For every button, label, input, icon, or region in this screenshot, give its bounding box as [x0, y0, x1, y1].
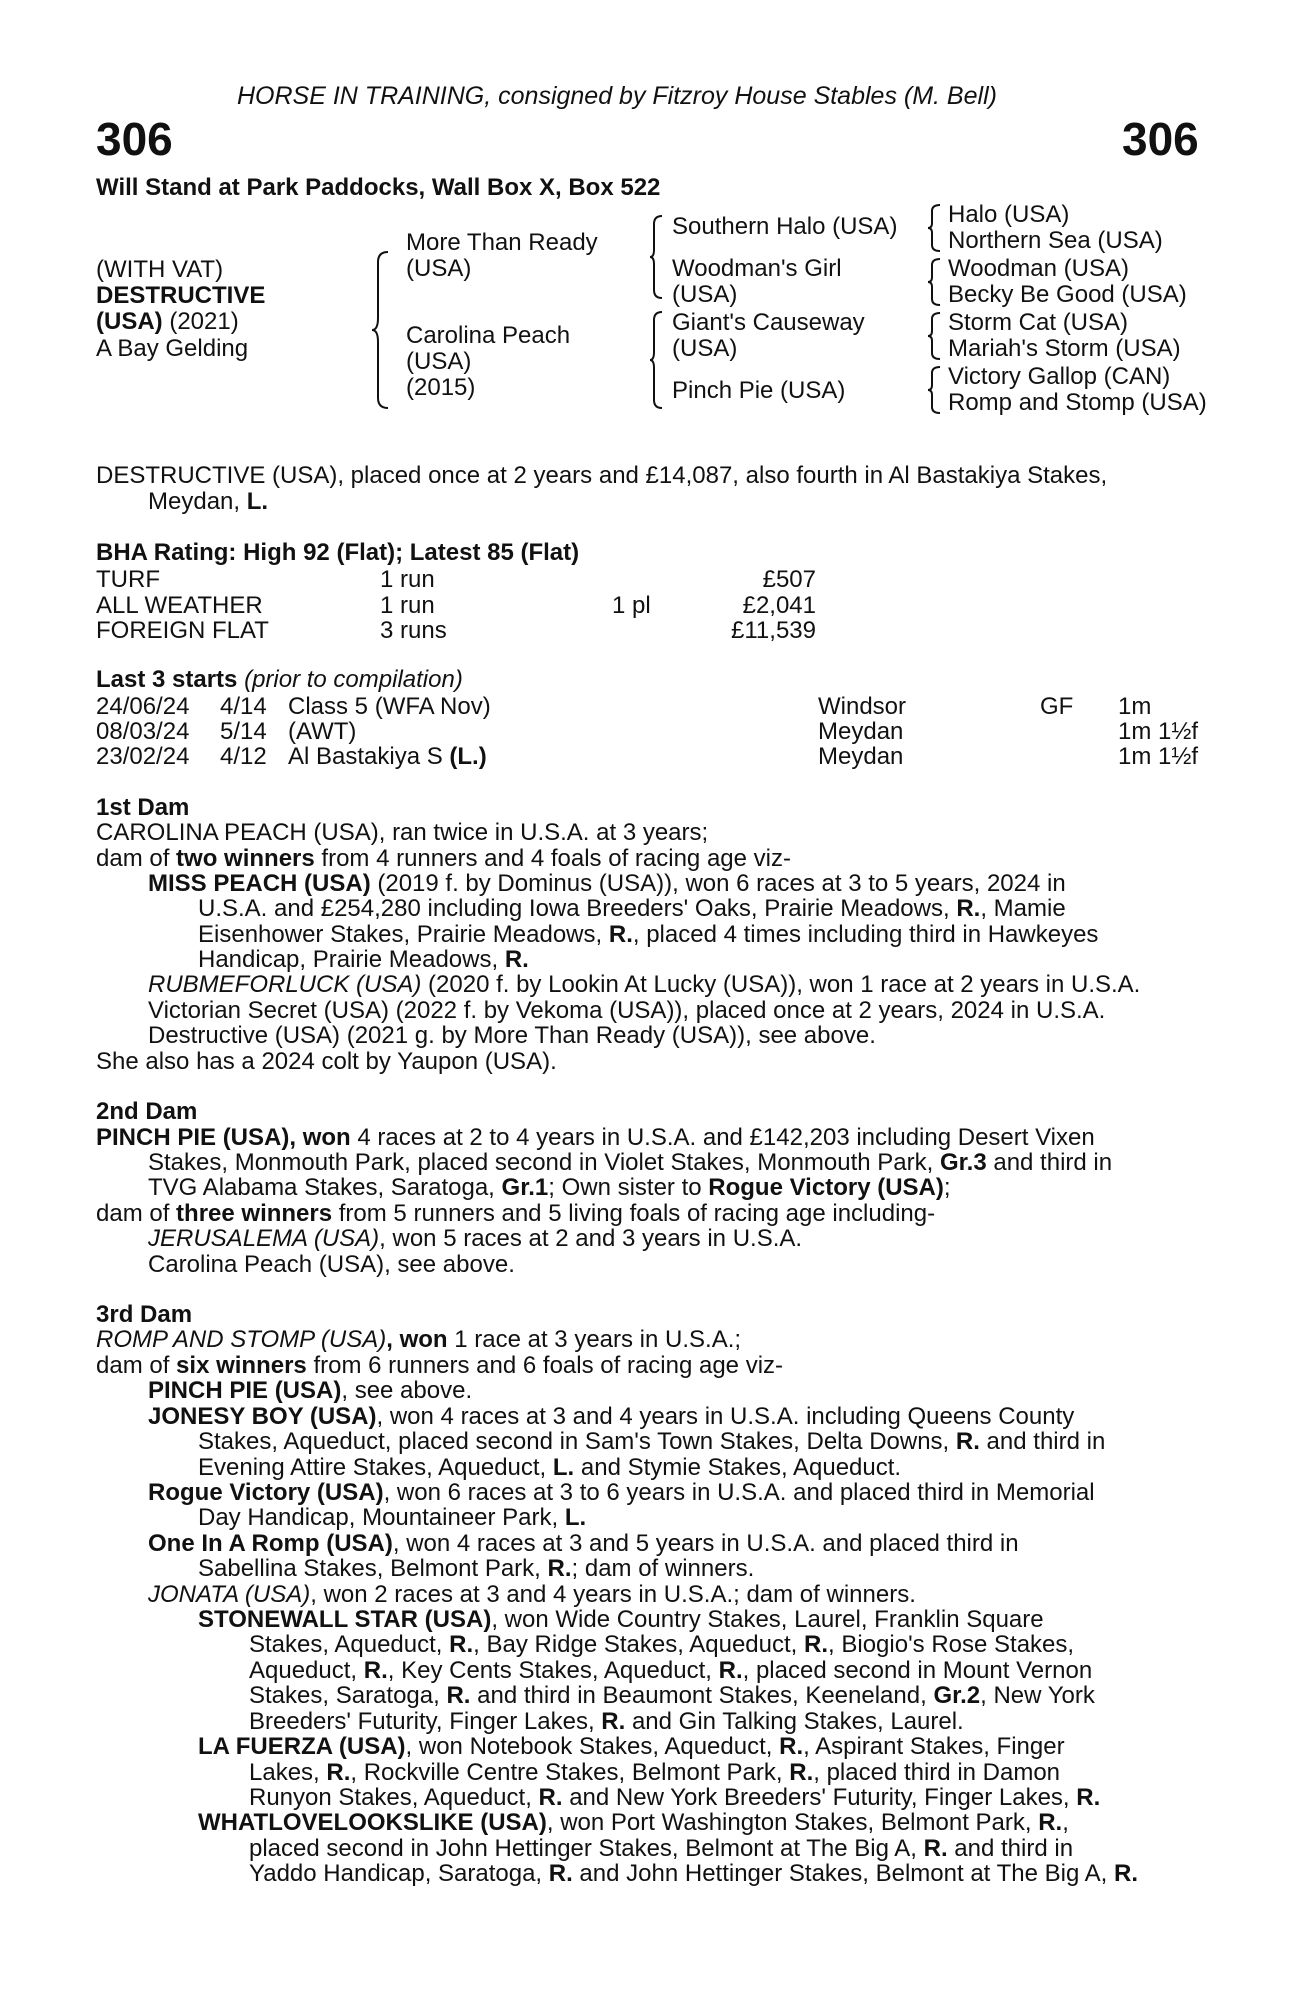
- produce-miss-peach: [148, 871, 1066, 897]
- race-grade: R.: [789, 1759, 814, 1786]
- race-grade: R.: [449, 1631, 474, 1658]
- text: and third in: [947, 1835, 1074, 1862]
- sire-name: More Than Ready: [406, 229, 598, 256]
- start-date: 23/02/24: [96, 743, 190, 770]
- first-dam-heading: 1st Dam: [96, 794, 190, 821]
- race-grade: R.: [326, 1759, 351, 1786]
- produce-jonata: [148, 1582, 916, 1608]
- text: Stakes, Aqueduct,: [249, 1631, 450, 1658]
- produce-name: JONATA (USA): [148, 1581, 311, 1608]
- start-date: 08/03/24: [96, 718, 190, 745]
- text: Evening Attire Stakes, Aqueduct,: [198, 1454, 553, 1481]
- start-track: Meydan: [818, 743, 904, 770]
- rating-prize: £2,041: [742, 592, 816, 619]
- race-grade: R.: [601, 1708, 626, 1735]
- text: , placed second in Mount Vernon: [742, 1657, 1093, 1684]
- race-grade: R.: [446, 1682, 471, 1709]
- pedigree-sds: Woodman (USA): [948, 255, 1129, 282]
- produce-stonewall-star-cont: [249, 1683, 1095, 1709]
- text: dam of: [96, 1352, 177, 1379]
- text: (2020 f. by Lookin At Lucky (USA)), won 1 race at 2 years in U.S.A.: [421, 971, 1141, 998]
- pedigree-ssd: Northern Sea (USA): [948, 227, 1163, 254]
- second-dam-heading: 2nd Dam: [96, 1098, 198, 1125]
- text: TVG Alabama Stakes, Saratoga,: [148, 1174, 502, 1201]
- text: and third in: [979, 1428, 1106, 1455]
- start-distance: 1m: [1118, 693, 1152, 720]
- dam-year: (2015): [406, 374, 476, 401]
- text: , Biogio's Rose Stakes,: [828, 1631, 1075, 1658]
- winners-count: six winners: [176, 1352, 307, 1379]
- start-date: 24/06/24: [96, 693, 190, 720]
- text: Stakes, Aqueduct, placed second in Sam's Town Stakes, Delta Downs,: [198, 1428, 956, 1455]
- produce-name: WHATLOVELOOKSLIKE (USA): [198, 1809, 547, 1836]
- race-grade: R.: [547, 1555, 572, 1582]
- produce-jerusalema: [148, 1226, 802, 1252]
- start-track: Meydan: [818, 718, 904, 745]
- first-dam-also: She also has a 2024 colt by Yaupon (USA).: [96, 1048, 557, 1075]
- produce-stonewall-star: [198, 1607, 1044, 1633]
- start-race: [288, 693, 491, 721]
- text: Yaddo Handicap, Saratoga,: [249, 1860, 549, 1887]
- produce-name: PINCH PIE (USA): [148, 1377, 342, 1404]
- race-grade: R.: [923, 1835, 948, 1862]
- produce-whatlovelookslike-cont: [249, 1836, 1073, 1862]
- pedigree-brace-dam-line: [648, 310, 664, 410]
- sire-dam-name: Woodman's Girl: [672, 255, 842, 282]
- pedigree-sire-dam: [672, 256, 842, 308]
- produce-miss-peach-cont: [198, 947, 529, 973]
- text: U.S.A. and £254,280 including Iowa Breeders' Oaks, Prairie Meadows,: [198, 895, 957, 922]
- start-race: [288, 743, 487, 771]
- produce-miss-peach-cont: [198, 922, 1098, 948]
- sire-dam-country: (USA): [672, 281, 738, 308]
- race-grade: Gr.1: [501, 1174, 549, 1201]
- race-grade: R.: [608, 921, 633, 948]
- vat-status: (WITH VAT): [96, 256, 224, 283]
- sibling-name: Rogue Victory (USA): [708, 1174, 944, 1201]
- text: , Aspirant Stakes, Finger: [803, 1733, 1065, 1760]
- text: , see above.: [341, 1377, 473, 1404]
- text: dam of: [96, 1200, 177, 1227]
- start-distance: 1m 1½f: [1118, 743, 1199, 770]
- race-grade: Gr.2: [933, 1682, 981, 1709]
- horse-origin: [96, 309, 239, 335]
- produce-la-fuerza: [198, 1734, 1065, 1760]
- produce-one-in-a-romp: [148, 1531, 1019, 1557]
- pedigree-dam-dam: Pinch Pie (USA): [672, 377, 846, 404]
- race-grade: R.: [538, 1784, 563, 1811]
- sire-country: (USA): [406, 255, 472, 282]
- produce-la-fuerza-cont: [249, 1785, 1100, 1811]
- rating-row: [96, 592, 263, 620]
- text: Lakes,: [249, 1759, 327, 1786]
- won-label: , won: [386, 1326, 448, 1353]
- second-dam-line-1: [96, 1125, 1095, 1151]
- dam-name: PINCH PIE (USA): [96, 1124, 290, 1151]
- rating-row: [96, 566, 160, 594]
- text: , won Notebook Stakes, Aqueduct,: [405, 1733, 780, 1760]
- dam-name: Carolina Peach: [406, 322, 571, 349]
- rating-prize: £507: [762, 566, 816, 593]
- brace-gen3-1: [926, 203, 942, 253]
- text: dam of: [96, 845, 177, 872]
- bha-rating-heading: BHA Rating: High 92 (Flat); Latest 85 (Flat): [96, 539, 580, 566]
- third-dam-heading: 3rd Dam: [96, 1301, 193, 1328]
- winners-count: three winners: [176, 1200, 333, 1227]
- text: , placed third in Damon: [813, 1759, 1061, 1786]
- dam-sire-name: Giant's Causeway: [672, 309, 865, 336]
- produce-stonewall-star-cont: [249, 1658, 1092, 1684]
- produce-stonewall-star-cont: [249, 1632, 1074, 1658]
- produce-rogue-victory: [148, 1480, 1095, 1506]
- rating-prize: £11,539: [731, 617, 816, 644]
- produce-whatlovelookslike: [198, 1810, 1069, 1836]
- text: and third in: [986, 1149, 1113, 1176]
- pedigree-sdd: Becky Be Good (USA): [948, 281, 1187, 308]
- text: and third in Beaumont Stakes, Keeneland,: [470, 1682, 934, 1709]
- dam-name: ROMP AND STOMP (USA): [96, 1326, 387, 1353]
- text: ; dam of winners.: [571, 1555, 755, 1582]
- produce-name: JERUSALEMA (USA): [148, 1225, 380, 1252]
- text: , won 2 races at 3 and 4 years in U.S.A.; dam of winners.: [310, 1581, 916, 1608]
- text: from 4 runners and 4 foals of racing age viz-: [314, 845, 791, 872]
- text: , Bay Ridge Stakes, Aqueduct,: [473, 1631, 805, 1658]
- rating-surface: FOREIGN FLAT: [96, 617, 269, 644]
- produce-one-in-a-romp-cont: [198, 1556, 754, 1582]
- pedigree-dds: Victory Gallop (CAN): [948, 363, 1171, 390]
- text: and John Hettinger Stakes, Belmont at The Big A,: [572, 1860, 1114, 1887]
- race-grade: R.: [548, 1860, 573, 1887]
- text: , won 4 races at 3 and 5 years in U.S.A. and placed third in: [392, 1530, 1019, 1557]
- summary-venue: Meydan,: [148, 488, 247, 515]
- pedigree-brace-sire-line: [648, 214, 664, 300]
- start-race: [288, 718, 356, 746]
- brace-gen3-2: [926, 257, 942, 307]
- race-grade: Gr.3: [939, 1149, 987, 1176]
- race-grade: R.: [804, 1631, 829, 1658]
- start-track: Windsor: [818, 693, 907, 720]
- text: Sabellina Stakes, Belmont Park,: [198, 1555, 548, 1582]
- produce-jonesy-boy: [148, 1404, 1074, 1430]
- produce-name: RUBMEFORLUCK (USA): [148, 971, 422, 998]
- race-grade: L.: [564, 1504, 587, 1531]
- catalogue-header: HORSE IN TRAINING, consigned by Fitzroy House Stables (M. Bell): [237, 82, 997, 110]
- text: , Mamie: [980, 895, 1066, 922]
- text: ,: [1062, 1809, 1069, 1836]
- last-starts-title: Last 3 starts: [96, 666, 238, 693]
- lot-number-left: 306: [96, 113, 173, 165]
- text: and Stymie Stakes, Aqueduct.: [574, 1454, 902, 1481]
- rating-placed: 1 pl: [612, 592, 651, 619]
- race-grade: L.: [552, 1454, 575, 1481]
- race-grade: R.: [1038, 1809, 1063, 1836]
- text: Runyon Stakes, Aqueduct,: [249, 1784, 539, 1811]
- text: Stakes, Monmouth Park, placed second in Violet Stakes, Monmouth Park,: [148, 1149, 940, 1176]
- text: , won 6 races at 3 to 6 years in U.S.A. and placed third in Memorial: [383, 1479, 1095, 1506]
- text: , won Port Washington Stakes, Belmont Park,: [546, 1809, 1039, 1836]
- lot-number-right: 306: [1122, 113, 1199, 165]
- rating-runs: 1 run: [380, 566, 435, 593]
- produce-jonesy-boy-cont: [198, 1429, 1105, 1455]
- text: and New York Breeders' Futurity, Finger Lakes,: [562, 1784, 1077, 1811]
- race-grade: R.: [955, 1428, 980, 1455]
- third-dam-produce: [96, 1353, 783, 1379]
- rating-runs: 3 runs: [380, 617, 447, 644]
- summary-listed: L.: [246, 488, 269, 515]
- text: 4 races at 2 to 4 years in U.S.A. and £142,203 including Desert Vixen: [350, 1124, 1095, 1151]
- start-race-name: Class 5 (WFA Nov): [288, 693, 491, 720]
- pedigree-dss: Storm Cat (USA): [948, 309, 1129, 336]
- text: , New York: [980, 1682, 1095, 1709]
- horse-name: DESTRUCTIVE: [96, 282, 266, 309]
- first-dam-line: CAROLINA PEACH (USA), ran twice in U.S.A. at 3 years;: [96, 819, 709, 846]
- winners-count: two winners: [176, 845, 315, 872]
- produce-name: STONEWALL STAR (USA): [198, 1606, 492, 1633]
- pedigree-sss: Halo (USA): [948, 201, 1070, 228]
- text: , won 4 races at 3 and 4 years in U.S.A. including Queens County: [376, 1403, 1075, 1430]
- horse-country: (USA): [96, 308, 163, 335]
- text: , Key Cents Stakes, Aqueduct,: [387, 1657, 719, 1684]
- pedigree-dam: [406, 323, 570, 401]
- horse-description: A Bay Gelding: [96, 335, 249, 362]
- second-dam-line-3: [148, 1175, 951, 1201]
- second-dam-line-2: [148, 1150, 1112, 1176]
- third-dam-line-1: [96, 1327, 741, 1353]
- text: , placed 4 times including third in Hawkeyes: [632, 921, 1099, 948]
- won-label: , won: [289, 1124, 351, 1151]
- text: Breeders' Futurity, Finger Lakes,: [249, 1708, 602, 1735]
- text: Stakes, Saratoga,: [249, 1682, 447, 1709]
- produce-name: JONESY BOY (USA): [148, 1403, 377, 1430]
- pedigree-ddd: Romp and Stomp (USA): [948, 389, 1207, 416]
- produce-victorian-secret: Victorian Secret (USA) (2022 f. by Vekoma (USA)), placed once at 2 years, 2024 in U.S.A.: [148, 997, 1106, 1024]
- produce-name: LA FUERZA (USA): [198, 1733, 406, 1760]
- dam-country: (USA): [406, 348, 472, 375]
- produce-jonesy-boy-cont: [198, 1455, 901, 1481]
- produce-name: MISS PEACH (USA): [148, 870, 371, 897]
- brace-gen3-3: [926, 311, 942, 361]
- rating-runs: 1 run: [380, 592, 435, 619]
- last-starts-note: (prior to compilation): [244, 666, 463, 693]
- start-race-name: Al Bastakiya S: [288, 743, 450, 770]
- race-grade: R.: [956, 895, 981, 922]
- produce-rogue-victory-cont: [198, 1505, 586, 1531]
- rating-row: [96, 617, 269, 645]
- text: (2019 f. by Dominus (USA)), won 6 races at 3 to 5 years, 2024 in: [370, 870, 1066, 897]
- text: 1 race at 3 years in U.S.A.;: [447, 1326, 742, 1353]
- pedigree-dsd: Mariah's Storm (USA): [948, 335, 1181, 362]
- text: Day Handicap, Mountaineer Park,: [198, 1504, 565, 1531]
- text: placed second in John Hettinger Stakes, Belmont at The Big A,: [249, 1835, 924, 1862]
- text: from 5 runners and 5 living foals of racing age including-: [332, 1200, 936, 1227]
- text: , won 5 races at 2 and 3 years in U.S.A.: [379, 1225, 803, 1252]
- summary-line-1: DESTRUCTIVE (USA), placed once at 2 years and £14,087, also fourth in Al Bastakiya Stakes,: [96, 462, 1108, 489]
- race-grade: R.: [1076, 1784, 1101, 1811]
- text: ; Own sister to: [548, 1174, 709, 1201]
- race-grade: R.: [363, 1657, 388, 1684]
- produce-carolina-peach: Carolina Peach (USA), see above.: [148, 1251, 515, 1278]
- produce-miss-peach-cont: [198, 896, 1066, 922]
- text: Handicap, Prairie Meadows,: [198, 946, 505, 973]
- last-starts-heading: [96, 667, 463, 693]
- pedigree-brace-main: [370, 250, 390, 410]
- text: from 6 runners and 6 foals of racing age viz-: [306, 1352, 784, 1379]
- text: Aqueduct,: [249, 1657, 364, 1684]
- start-race-grade: (L.): [449, 743, 487, 770]
- pedigree-sire-sire: Southern Halo (USA): [672, 213, 898, 240]
- start-distance: 1m 1½f: [1118, 718, 1199, 745]
- rating-surface: ALL WEATHER: [96, 592, 263, 619]
- text: , won Wide Country Stakes, Laurel, Franklin Square: [491, 1606, 1044, 1633]
- stand-location: Will Stand at Park Paddocks, Wall Box X, Box 522: [96, 174, 661, 201]
- race-grade: R.: [504, 946, 529, 973]
- text: Eisenhower Stakes, Prairie Meadows,: [198, 921, 609, 948]
- produce-destructive: Destructive (USA) (2021 g. by More Than Ready (USA)), see above.: [148, 1022, 876, 1049]
- produce-name: One In A Romp (USA): [148, 1530, 393, 1557]
- start-race-name: (AWT): [288, 718, 357, 745]
- dam-sire-country: (USA): [672, 335, 738, 362]
- start-position: 4/14: [220, 693, 267, 720]
- pedigree-dam-sire: [672, 310, 865, 362]
- produce-stonewall-star-cont: [249, 1709, 964, 1735]
- second-dam-produce: [96, 1201, 935, 1227]
- produce-la-fuerza-cont: [249, 1760, 1060, 1786]
- text: ;: [943, 1174, 951, 1201]
- race-grade: R.: [1113, 1860, 1138, 1887]
- start-position: 4/12: [220, 743, 267, 770]
- text: , Rockville Centre Stakes, Belmont Park,: [350, 1759, 790, 1786]
- produce-whatlovelookslike-cont: [249, 1861, 1138, 1887]
- rating-surface: TURF: [96, 566, 160, 593]
- race-grade: R.: [718, 1657, 743, 1684]
- start-position: 5/14: [220, 718, 267, 745]
- text: and Gin Talking Stakes, Laurel.: [625, 1708, 964, 1735]
- brace-gen3-4: [926, 365, 942, 415]
- summary-line-2: [148, 489, 268, 515]
- race-grade: R.: [779, 1733, 804, 1760]
- pedigree-sire: [406, 230, 598, 282]
- produce-name: Rogue Victory (USA): [148, 1479, 384, 1506]
- first-dam-produce: [96, 846, 791, 872]
- produce-pinch-pie: [148, 1378, 472, 1404]
- horse-year: (2021): [169, 308, 239, 335]
- produce-rubmeforluck: [148, 972, 1140, 998]
- start-going: GF: [1040, 693, 1074, 720]
